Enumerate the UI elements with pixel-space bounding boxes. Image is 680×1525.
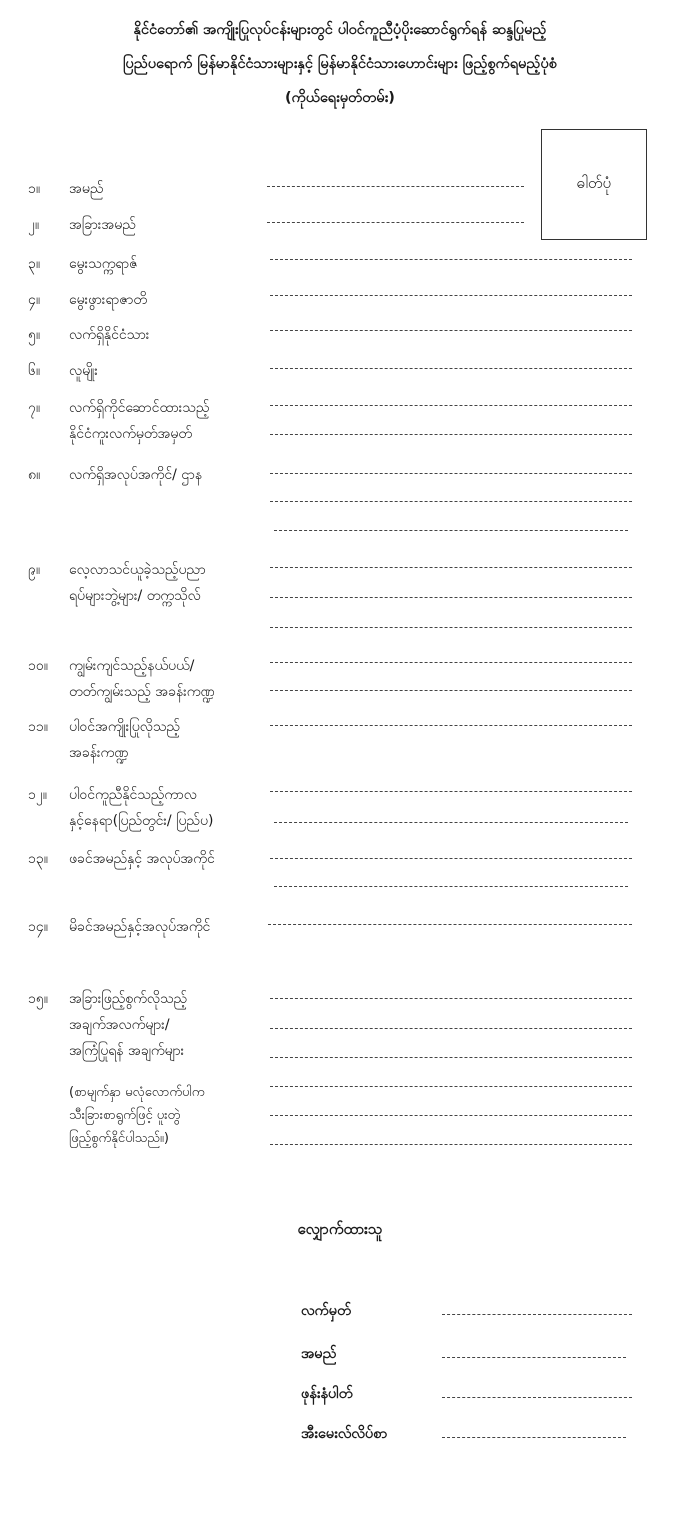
item-label: လူမျိုး <box>69 363 98 379</box>
answer-line[interactable] <box>267 186 524 187</box>
item-number: ၃။ <box>28 256 41 272</box>
item-label: ကျွမ်းကျင်သည့်နယ်ပယ်/ <box>69 658 195 674</box>
signature-line[interactable] <box>442 1397 632 1398</box>
answer-line[interactable] <box>270 597 632 598</box>
answer-line[interactable] <box>270 1086 632 1087</box>
answer-line[interactable] <box>270 1028 632 1029</box>
item-label: အခန်းကဏ္ဍ <box>69 745 129 761</box>
answer-line[interactable] <box>270 791 632 792</box>
item-label: ဖခင်အမည်နှင့် အလုပ်အကိုင် <box>69 851 215 867</box>
answer-line[interactable] <box>270 858 632 859</box>
signature-field-label: အမည် <box>301 1346 337 1362</box>
answer-line[interactable] <box>267 222 524 223</box>
answer-line[interactable] <box>270 330 632 331</box>
item-number: ၄။ <box>28 292 41 308</box>
answer-line[interactable] <box>270 1057 632 1058</box>
item-label: လက်ရှိကိုင်ဆောင်ထားသည့် <box>69 400 210 416</box>
item-label: လေ့လာသင်ယူခဲ့သည့်ပညာ <box>69 562 206 578</box>
item-number: ၁၄။ <box>28 919 48 935</box>
item-label: အမည် <box>69 181 104 197</box>
photo-box[interactable] <box>541 129 647 240</box>
answer-line[interactable] <box>270 567 632 568</box>
signature-line[interactable] <box>442 1437 626 1438</box>
item-number: ၁၁။ <box>28 719 48 735</box>
answer-line[interactable] <box>270 295 632 296</box>
item-number: ၉။ <box>28 562 41 578</box>
note-line: ဖြည့်စွက်နိုင်ပါသည်။) <box>69 1131 169 1146</box>
answer-line[interactable] <box>270 1115 632 1116</box>
signature-line[interactable] <box>442 1314 632 1315</box>
signature-field-label: အီးမေးလ်လိပ်စာ <box>301 1426 388 1442</box>
item-number: ၈။ <box>28 467 41 483</box>
item-number: ၁၅။ <box>28 991 48 1007</box>
title-line-2: ပြည်ပရောက် မြန်မာနိုင်ငံသားများနှင့် မြန်မာနိုင်ငံသားဟောင်းများ ဖြည့်စွက်ရမည့်ပုံစံ <box>123 56 557 72</box>
answer-line[interactable] <box>268 924 632 925</box>
title-line-3: (ကိုယ်ရေးမှတ်တမ်း) <box>285 90 395 106</box>
item-label: လက်ရှိနိုင်ငံသား <box>69 327 150 343</box>
item-number: ၁။ <box>28 181 41 197</box>
note-line: သီးခြားစာရွက်ဖြင့် ပူးတွဲ <box>69 1108 181 1123</box>
signature-line[interactable] <box>442 1357 626 1358</box>
answer-line[interactable] <box>270 725 632 726</box>
answer-line[interactable] <box>270 998 632 999</box>
item-label: ပါဝင်အကျိုးပြုလိုသည့် <box>69 719 180 735</box>
item-number: ၂။ <box>28 217 40 233</box>
item-label: ပါဝင်ကူညီနိုင်သည့်ကာလ <box>69 787 197 803</box>
answer-line[interactable] <box>270 627 632 628</box>
signature-field-label: ဖုန်းနံပါတ် <box>301 1386 353 1402</box>
item-label: မွေးဖွားရာဇာတိ <box>69 292 147 308</box>
item-label: အခြားဖြည့်စွက်လိုသည့် <box>69 991 188 1007</box>
answer-line[interactable] <box>270 501 632 502</box>
item-label: အခြားအမည် <box>69 217 136 233</box>
item-label: အကြံပြုရန် အချက်များ <box>69 1043 185 1059</box>
answer-line[interactable] <box>274 530 628 531</box>
answer-line[interactable] <box>270 259 632 260</box>
item-number: ၁၃။ <box>28 851 48 867</box>
item-number: ၅။ <box>28 327 41 343</box>
photo-label: ဓါတ်ပုံ <box>576 173 612 192</box>
answer-line[interactable] <box>270 473 632 474</box>
item-number: ၆။ <box>28 363 41 379</box>
item-label: နှင့်နေရာ(ပြည်တွင်း/ ပြည်ပ) <box>69 813 214 829</box>
item-label: မွေးသက္ကရာဇ် <box>69 256 138 272</box>
title-line-1: နိုင်ငံတော်၏ အကျိုးပြုလုပ်ငန်းများတွင် ပါဝင်ကူညီပံ့ပိုးဆောင်ရွက်ရန် ဆန္ဒပြုမည့် <box>133 22 547 38</box>
item-label: မိခင်အမည်နှင့်အလုပ်အကိုင် <box>69 919 211 935</box>
answer-line[interactable] <box>270 434 632 435</box>
answer-line[interactable] <box>270 690 632 691</box>
item-number: ၁၀။ <box>28 658 48 674</box>
item-number: ၇။ <box>28 400 41 416</box>
answer-line[interactable] <box>270 405 632 406</box>
item-label: နိုင်ငံကူးလက်မှတ်အမှတ် <box>69 426 192 442</box>
answer-line[interactable] <box>270 662 632 663</box>
answer-line[interactable] <box>270 1144 632 1145</box>
answer-line[interactable] <box>274 822 628 823</box>
note-line: (စာမျက်နှာ မလုံလောက်ပါက <box>69 1085 205 1100</box>
item-label: အချက်အလက်များ/ <box>69 1017 170 1033</box>
applicant-heading: လျှောက်ထားသူ <box>297 1220 383 1238</box>
item-number: ၁၂။ <box>28 787 47 803</box>
item-label: လက်ရှိအလုပ်အကိုင်/ ဌာန <box>69 467 203 483</box>
item-label: တတ်ကျွမ်းသည့် အခန်းကဏ္ဍ <box>69 684 215 700</box>
signature-field-label: လက်မှတ် <box>301 1303 352 1319</box>
item-label: ရပ်များဘွဲ့များ/ တက္ကသိုလ် <box>69 588 201 604</box>
answer-line[interactable] <box>274 886 628 887</box>
answer-line[interactable] <box>270 368 632 369</box>
